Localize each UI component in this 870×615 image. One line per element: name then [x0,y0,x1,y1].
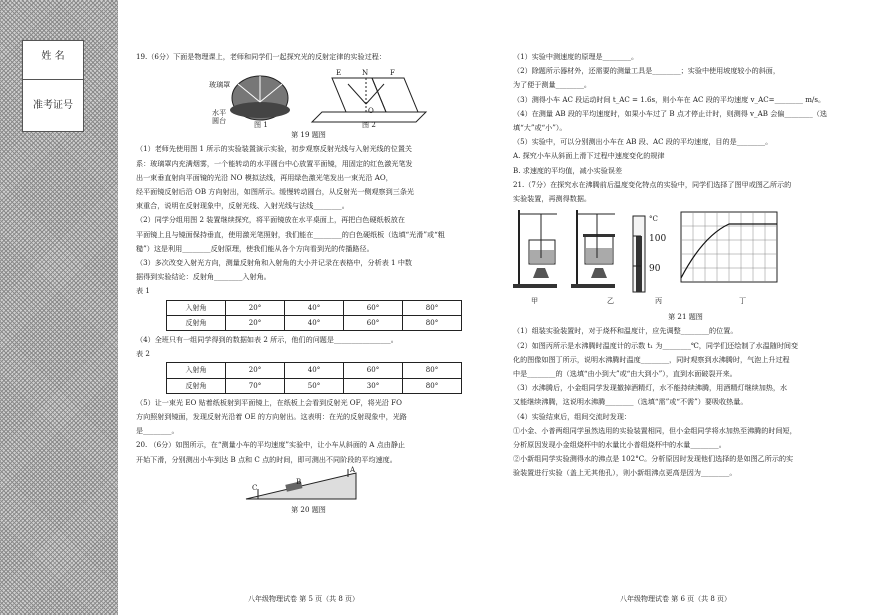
q20-line: 20. （6分）如图所示，在“测量小车的平均速度”实验中，让小车从斜面的 A 点由静止 [136,440,406,450]
table-cell: 60° [344,363,403,378]
q21-subq: ①小金、小普两组同学虽然选用的实验装置相同，但小金组同学将水加热至沸腾的时间短， [513,425,797,435]
table-cell: 反射角 [167,378,226,393]
q21-subq: （2）如图丙所示是水沸腾时温度计的示数 t₁ 为________℃，同学们还绘制了水温随时间变 [513,340,799,350]
binding-margin [0,0,118,615]
fig2-letter-f: F [390,68,395,78]
table2-label: 表 2 [136,349,150,359]
table-cell: 40° [285,315,344,330]
fig1-label-table: 圆台 [212,116,227,126]
exam-id-label: 准考证号 [33,100,73,111]
table-cell: 入射角 [167,363,226,378]
q19-p1-line: 经平面镜反射后沿 OB 方向射出，如图所示。缓慢转动圆台，从反射光一侧观察到三条光 [136,187,415,197]
fig20-incline [136,467,481,503]
option-a: A. 探究小车从斜面上滑下过程中速度变化的规律 [513,151,665,161]
fig21-label-bing: 丙 [655,296,663,306]
q19-p1-line: 系：玻璃罩内充满烟雾，一个能转动的水平圆台中心放置平面镜，用固定的红色激光笔发 [136,158,413,168]
fig2-letter-n: N [362,68,369,78]
table-cell: 70° [226,378,285,393]
q20-subq: （1）实验中测速度的原理是________。 [513,52,639,61]
page-6-footer: 八年级物理试卷 第 6 页（共 8 页） [620,595,732,603]
table1 [166,300,462,331]
fig1-label-glass: 玻璃罩 [209,80,231,90]
name-label: 姓 名 [41,51,65,62]
fig1-label-level: 水平 [212,108,227,118]
fig19-caption: 第 19 题图 [291,130,326,140]
q21-subq: ②小新组同学实验测得水的沸点是 102°C。分析原因时发现他们选择的是如图乙所示的实 [513,454,794,464]
table-cell: 80° [403,300,462,315]
q19-p2-line: （2）同学分组用图 2 装置继续探究，将平面镜放在水平桌面上，再把白色硬纸板放在 [136,215,405,225]
q19-p1-line: （1）老师先使用图 1 所示的实验装置演示实验，初步观察反射光线与入射光线的位置关 [136,144,413,154]
q20-subq: 填“大”或“小”）。 [513,123,567,133]
table-row [167,300,462,315]
q20-subq: （4）在测量 AB 段的平均速度时，如果小车过了 B 点才停止计时，则测得 v_AB 会偏________（选 [513,108,827,118]
q19-p5-line: 方向照射到镜面，发现反射光沿着 OE 的方向射出。这表明：在光的反射现象中，光路 [136,412,407,422]
q19-p1-line: 束重合，说明在反射现象中，反射光线、入射光线与法线________。 [136,201,349,211]
page-6 [513,50,858,481]
table-cell: 反射角 [167,315,226,330]
table-cell: 30° [344,378,403,393]
table-cell: 20° [226,300,285,315]
q19-p2-line: 糙”）这是利用________反射原理，使我们能从各个方向看到光的传播路径。 [136,243,374,253]
fig2-letter-e: E [336,68,342,78]
table-cell: 80° [403,315,462,330]
q20-subq: 为了便于测量________。 [513,80,592,90]
fig21-label-yi: 乙 [607,296,615,306]
fig20 [136,464,481,503]
fig21 [513,206,858,310]
q19-p1-line: 出一束垂直射向平面镜的光沿 NO 模拟法线，再用绿色激光笔发出一束光沿 AO， [136,172,393,182]
table-cell: 80° [403,378,462,393]
q21-subq: 验装置进行实验（盖上无其他孔），则小新组沸点更高是因为________。 [513,468,737,478]
fig20-letter-c: C [252,482,258,492]
q21-heading: 21.（7分）在探究水在沸腾前后温度变化特点的实验中，同学们选择了图甲或图乙所示的 [513,179,792,189]
q20-subq: （2）除题所示器材外，还需要的测量工具是________；实验中使用坡度较小的斜面， [513,66,780,76]
option-b: B. 求速度的平均值，减小实验误差 [513,165,623,175]
q21-subq: 中是________的（选填“由小到大”或“由大到小”），直到水面破裂开来。 [513,369,737,379]
table-cell: 60° [344,300,403,315]
fig21-drawing [513,206,858,310]
table-cell: 80° [403,363,462,378]
q20-subq: （3）测得小车 AC 段运动时间 t_AC = 1.6s，则小车在 AC 段的平均速度 v_AC=________ m/s。 [513,94,826,104]
table-cell: 60° [344,315,403,330]
fig20-caption: 第 20 题图 [291,504,326,514]
fig21-label-jia: 甲 [531,296,539,306]
thermometer-100: 100 [649,234,667,245]
q20-line: 开始下滑，分别测出小车到达 B 点和 C 点的时间，即可测出不同阶段的平均速度。 [136,454,397,464]
page-5 [136,50,481,517]
table2 [166,362,462,393]
q19-p5-line: （5）让一束光 EO 贴着纸板射到平面镜上，在纸板上会看到反射光 OF，将光沿 FO [136,397,402,407]
fig21-label-ding: 丁 [739,296,747,306]
table-cell: 40° [285,300,344,315]
fig20-letter-a: A [350,464,356,474]
fig1-caption: 图 1 [254,120,268,130]
student-info-box [22,40,84,132]
table-cell: 20° [226,363,285,378]
q21-subq: 分析原因发现小金组烧杯中的水量比小普组烧杯中的水量________。 [513,440,726,450]
q19-p4: （4）全班只有一组同学得到的数据如表 2 所示，他们的问题是________________。 [136,335,398,345]
table-row [167,378,462,393]
table-cell: 入射角 [167,300,226,315]
table-cell: 50° [285,378,344,393]
table-row [167,363,462,378]
q19-p5-line: 是________。 [136,426,179,436]
q19-p3-line: （3）多次改变入射光方向，测量反射角和入射角的大小并记录在表格中，分析表 1 中数 [136,258,413,268]
q20-subq: （5）实验中，可以分别测出小车在 AB 段、AC 段的平均速度，目的是________。 [513,137,773,147]
fig20-letter-b: B [296,476,302,486]
table-cell: 20° [226,315,285,330]
q19-p3-line: 据得到实验结论：反射角________入射角。 [136,272,271,282]
q21-subq: 化的图像如图丁所示，说明水沸腾时温度________，同时观察到水沸腾时，气泡上升过程 [513,354,790,364]
table-row [167,315,462,330]
q19-p2-line: 平面镜上且与镜面保持垂直，使用激光笔照射，我们能在________的白色硬纸板（选填“光滑”或“粗 [136,229,445,239]
q21-subq: （4）实验结束后，组间交流时发现： [513,411,632,421]
q21-subq: （3）水沸腾后，小金组同学发现撤掉酒精灯，水不能持续沸腾，用酒精灯继续加热，水 [513,383,788,393]
divider [23,79,83,80]
fig19-drawing [136,64,481,128]
fig2-caption: 图 2 [362,120,376,130]
table1-label: 表 1 [136,286,150,296]
thermometer-90: 90 [649,264,661,275]
table-cell: 40° [285,363,344,378]
q21-subq: （1）组装实验装置时，对于烧杯和温度计，应先调整________的位置。 [513,326,738,336]
fig21-caption: 第 21 题图 [668,312,703,322]
q21-subq: 又能继续沸腾，这说明水沸腾________（选填“需”或“不需”）要吸收热量。 [513,397,748,407]
page-5-footer: 八年级物理试卷 第 5 页（共 8 页） [248,595,360,603]
fig2-letter-o: O [368,106,374,116]
q21-heading: 实验装置，再测得数据。 [513,194,592,204]
q19-heading: 19.（6分）下面是物理课上，老师和同学们一起探究光的反射定律的实验过程： [136,52,386,61]
fig19 [136,64,481,128]
thermometer-unit: °C [649,214,658,224]
